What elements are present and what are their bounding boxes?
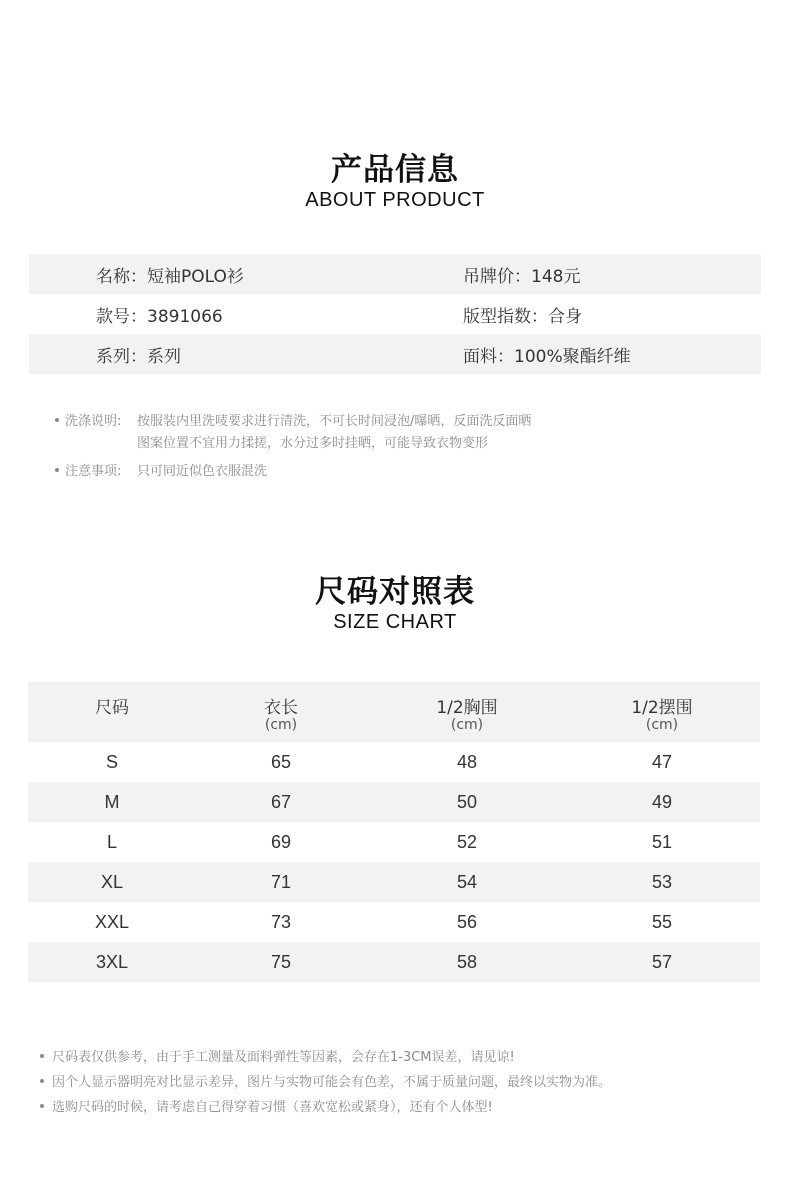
table-row	[28, 782, 760, 822]
table-row	[28, 862, 760, 902]
chest-cell: 58	[456, 952, 478, 972]
care-instructions	[55, 411, 531, 483]
table-row	[28, 822, 760, 862]
size-chart-title-block	[0, 566, 790, 611]
footnote-item: 因个人显示器明亮对比显示差异，图片与实物可能会有色差，不属于质量问题，最终以实物为准。	[40, 1070, 611, 1095]
size-cell: S	[105, 752, 118, 772]
note-text: 只可同近似色衣服混洗	[137, 464, 268, 479]
info-series: 系列：系列	[96, 346, 181, 367]
size-chart-subtitle: SIZE CHART	[333, 611, 457, 633]
info-name: 名称：短袖POLO衫	[96, 266, 244, 287]
bullet-icon	[40, 1054, 44, 1058]
length-cell: 71	[270, 872, 292, 892]
size-chart-title: 尺码对照表	[315, 574, 475, 610]
info-style-no: 款号：3891066	[96, 306, 223, 327]
info-fabric: 面料：100%聚酯纤维	[463, 346, 631, 367]
hem-cell: 51	[651, 832, 673, 852]
info-row	[29, 254, 761, 294]
wash-text-2: 图案位置不宜用力揉搓，水分过多时挂晒，可能导致衣物变形	[137, 436, 489, 451]
info-price: 吊牌价：148元	[463, 266, 581, 287]
hem-cell: 49	[651, 792, 673, 812]
header-chest: 1/2胸围 (cm)	[436, 698, 498, 733]
size-cell: XL	[100, 872, 124, 892]
length-cell: 65	[270, 752, 292, 772]
hem-cell: 47	[651, 752, 673, 772]
product-info-table	[29, 254, 761, 374]
size-chart-header	[28, 682, 760, 742]
chest-cell: 48	[456, 752, 478, 772]
product-info-title-block	[0, 144, 790, 189]
chest-cell: 50	[456, 792, 478, 812]
header-length: 衣长 (cm)	[264, 698, 298, 733]
wash-label: 洗涤说明:	[65, 414, 122, 429]
hem-cell: 53	[651, 872, 673, 892]
bullet-icon	[55, 418, 59, 422]
table-row	[28, 942, 760, 982]
length-cell: 73	[270, 912, 292, 932]
table-row	[28, 742, 760, 782]
size-chart-table	[28, 682, 760, 982]
length-cell: 69	[270, 832, 292, 852]
wash-instruction-cont	[55, 433, 531, 455]
size-cell: M	[104, 792, 120, 812]
wash-text-1: 按服装内里洗唛要求进行清洗，不可长时间浸泡/曝晒，反面洗反面晒	[137, 414, 532, 429]
chest-cell: 56	[456, 912, 478, 932]
hem-cell: 57	[651, 952, 673, 972]
hem-cell: 55	[651, 912, 673, 932]
footnote-item: 选购尺码的时候，请考虑自己得穿着习惯（喜欢宽松或紧身），还有个人体型!	[40, 1095, 611, 1120]
footnotes	[40, 1045, 611, 1120]
bullet-icon	[40, 1104, 44, 1108]
header-hem: 1/2摆围 (cm)	[631, 698, 693, 733]
product-info-subtitle-block	[0, 189, 790, 212]
product-info-subtitle: ABOUT PRODUCT	[305, 189, 485, 211]
wash-instruction	[55, 411, 531, 433]
info-fit: 版型指数：合身	[463, 306, 582, 327]
size-cell: 3XL	[95, 952, 129, 972]
product-info-title: 产品信息	[331, 152, 459, 188]
length-cell: 75	[270, 952, 292, 972]
note-label: 注意事项:	[65, 464, 122, 479]
table-row	[28, 902, 760, 942]
size-cell: L	[106, 832, 117, 852]
wash-note	[55, 461, 531, 483]
info-row	[29, 334, 761, 374]
bullet-icon	[55, 468, 59, 472]
header-size: 尺码	[95, 698, 129, 718]
chest-cell: 52	[456, 832, 478, 852]
bullet-icon	[40, 1079, 44, 1083]
size-cell: XXL	[94, 912, 130, 932]
size-chart-subtitle-block	[0, 611, 790, 634]
info-row	[29, 294, 761, 334]
length-cell: 67	[270, 792, 292, 812]
footnote-item: 尺码表仅供参考，由于手工测量及面料弹性等因素，会存在1-3CM误差，请见谅!	[40, 1045, 611, 1070]
chest-cell: 54	[456, 872, 478, 892]
